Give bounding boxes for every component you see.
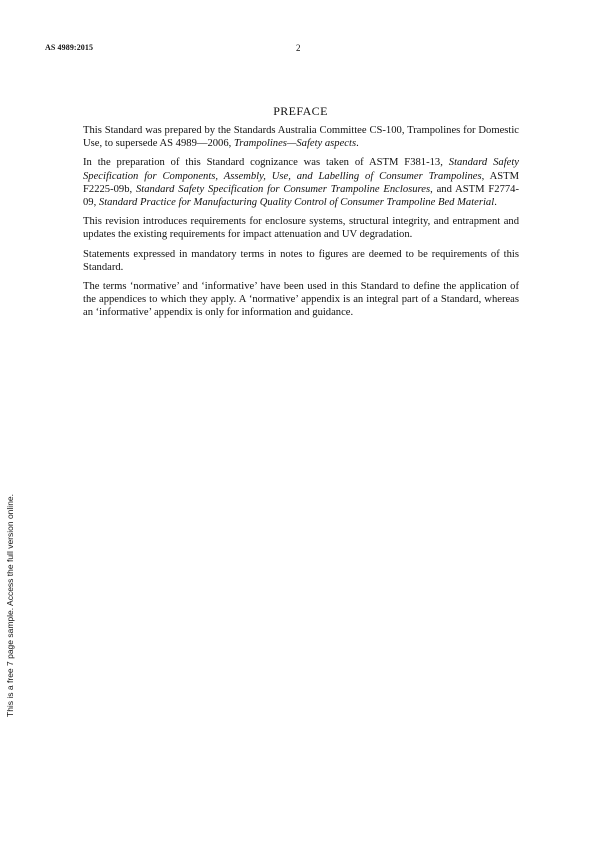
paragraph-committee — [83, 124, 519, 150]
document-id: AS 4989:2015 — [45, 43, 94, 52]
paragraph-references — [83, 156, 519, 209]
sample-notice: This is a free 7 page sample. Access the full version online. — [5, 493, 15, 717]
paragraph-text: This Standard was prepared by the Standards Australia Committee CS-100, Trampolines for Domestic Use, to supersede AS 4989—2006, — [83, 125, 519, 150]
superseded-title: Trampolines—Safety aspects — [233, 138, 357, 150]
punctuation: . — [494, 197, 497, 209]
paragraph-text: , and ASTM F2774-09, — [83, 183, 519, 209]
paragraph-text: In the preparation of this Standard cognizance was taken of ASTM F381-13, — [83, 157, 449, 169]
preface-body — [83, 124, 519, 326]
paragraph-appendices: The terms ‘normative’ and ‘informative’ have been used in this Standard to define the application of the appendices to which they apply. A ‘normative’ appendix is an integral part of a Standard, whereas an ‘informative’ appendix is only for information and guidance. — [83, 281, 519, 319]
paragraph-mandatory-terms: Statements expressed in mandatory terms in notes to figures are deemed to be requirements of this Standard. — [83, 248, 519, 273]
reference-title: Standard Safety Specification for Components, Assembly, Use, and Labelling of Consumer Trampolines — [83, 157, 519, 182]
page-title: PREFACE — [273, 104, 328, 118]
reference-title: Standard Practice for Manufacturing Quality Control of Consumer Trampoline Bed Material — [98, 197, 495, 209]
reference-title: Standard Safety Specification for Consumer Trampoline Enclosures — [135, 183, 431, 195]
paragraph-text: , ASTM F2225-09b, — [83, 170, 519, 195]
paragraph-revision: This revision introduces requirements for enclosure systems, structural integrity, and entrapment and updates the existing requirements for impact attenuation and UV degradation. — [83, 216, 519, 241]
punctuation: . — [356, 138, 359, 150]
page-number: 2 — [296, 43, 301, 53]
